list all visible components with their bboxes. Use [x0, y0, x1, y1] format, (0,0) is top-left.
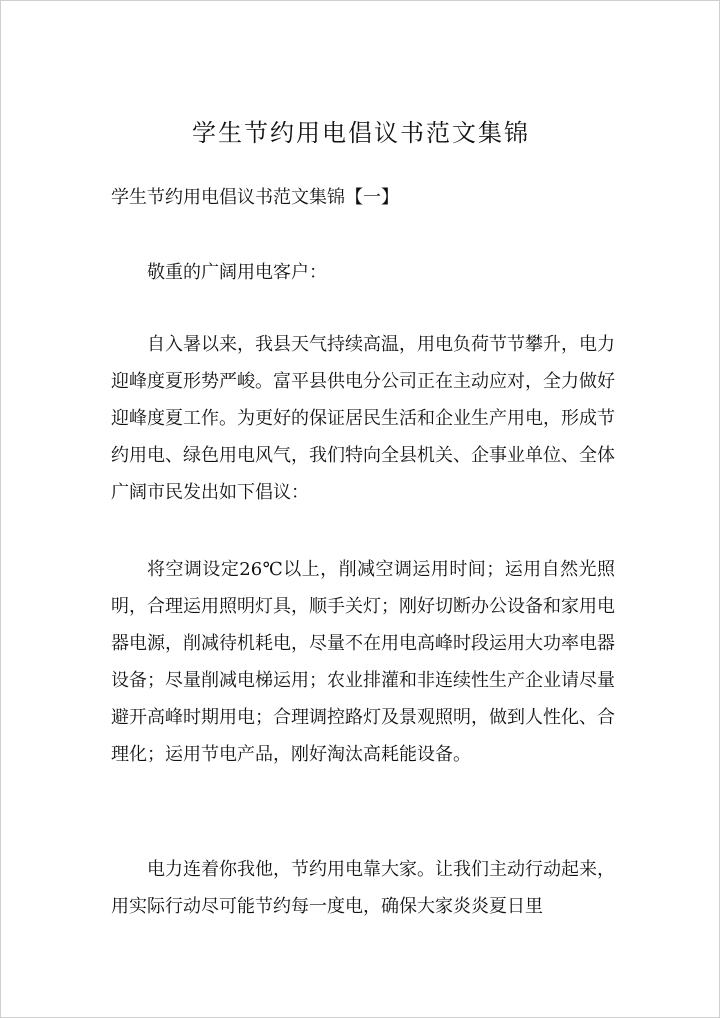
intro-paragraph: 自入暑以来，我县天气持续高温，用电负荷节节攀升，电力迎峰度夏形势严峻。富平县供电分公司正在主动应对，全力做好迎峰度夏工作。为更好的保证居民生活和企业生产用电，形成节约用电、绿色用电风气，我们特向全县机关、企事业单位、全体广阔市民发出如下倡议： — [111, 334, 615, 503]
closing-paragraph: 电力连着你我他，节约用电靠大家。让我们主动行动起来，用实际行动尽可能节约每一度电，确保大家炎炎夏日里 — [111, 859, 615, 917]
greeting-paragraph: 敬重的广阔用电客户： — [147, 262, 327, 283]
measures-paragraph: 将空调设定26℃以上，削减空调运用时间；运用自然光照明，合理运用照明灯具，顺手关灯；刚好切断办公设备和家用电器电源，削减待机耗电，尽量不在用电高峰时段运用大功率电器设备；尽量削减电梯运用；农业排灌和非连续性生产企业请尽量避开高峰时期用电；合理调控路灯及景观照明，做到人性化、合理化；运用节电产品，刚好淘汰高耗能设备。 — [111, 559, 615, 765]
section-heading: 学生节约用电倡议书范文集锦【一】 — [111, 187, 399, 208]
document-title: 学生节约用电倡议书范文集锦 — [192, 119, 530, 147]
